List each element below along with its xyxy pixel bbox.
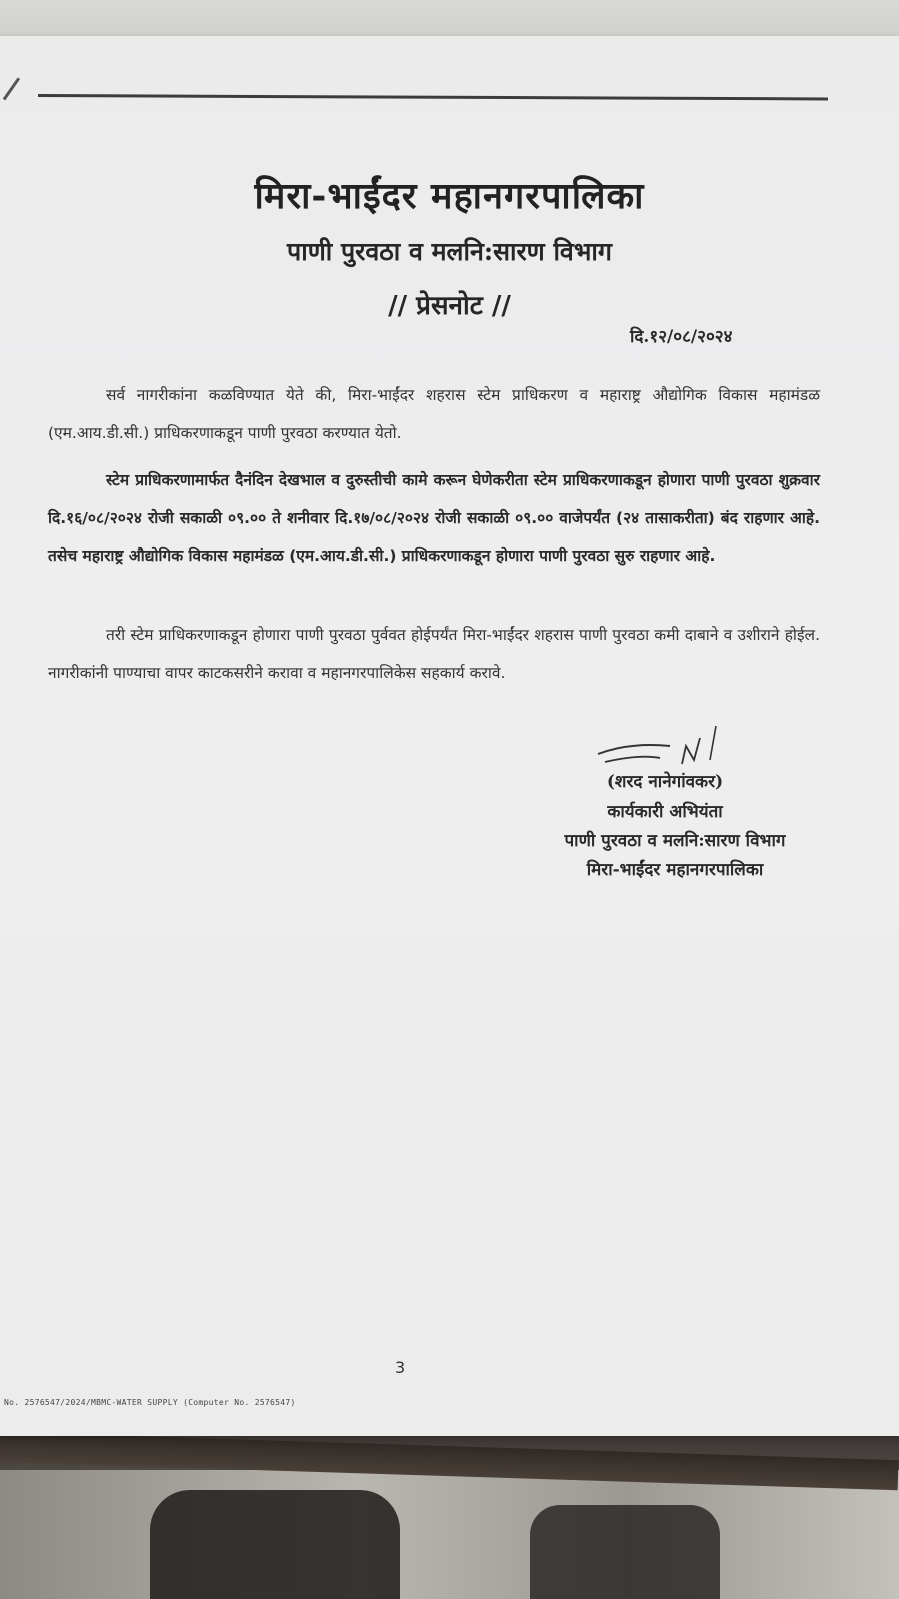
paragraph-3 (48, 616, 820, 692)
document-page (0, 36, 899, 1436)
signatory-name: (शरद नानेगांवकर) (606, 772, 724, 792)
organization-title: मिरा-भाईंदर महानगरपालिका (254, 175, 645, 217)
signatory-designation: कार्यकारी अभियंता (607, 802, 723, 822)
signature-scribble (590, 724, 730, 772)
document-date: दि.१२/०८/२०२४ (630, 327, 733, 347)
signatory-organization: मिरा-भाईंदर महानगरपालिका (586, 860, 764, 880)
paragraph-3-text: तरी स्टेम प्राधिकरणाकडून होणारा पाणी पुरवठा पुर्ववत होईपर्यंत मिरा-भाईंदर शहरास पाणी पुरवठा कमी दाबाने व उशीराने होईल. नागरीकांनी पाण्याचा वापर काटकसरीने करावा व महानगरपालिकेस सहकार्य करावे. (48, 626, 820, 682)
page-number: 3 (395, 1358, 406, 1377)
press-note-heading: // प्रेसनोट // (388, 291, 511, 321)
header-rule (38, 94, 828, 100)
background-wall (0, 0, 899, 40)
paragraph-2 (48, 461, 820, 575)
paragraph-1-text: सर्व नागरीकांना कळविण्यात येते की, मिरा-भाईंदर शहरास स्टेम प्राधिकरण व महाराष्ट्र औद्योगिक विकास महामंडळ (एम.आय.डी.सी.) प्राधिकरणाकडून पाणी पुरवठा करण्यात येतो. (48, 386, 820, 442)
background-floor (0, 1470, 899, 1599)
signatory-department: पाणी पुरवठा व मलनि:सारण विभाग (564, 831, 786, 851)
footer-reference: No. 2576547/2024/MBMC-WATER SUPPLY (Computer No. 2576547) (4, 1398, 296, 1407)
background-shadow (150, 1490, 400, 1599)
background-shadow-right (530, 1505, 720, 1599)
paragraph-1 (48, 376, 820, 452)
department-subtitle: पाणी पुरवठा व मलनि:सारण विभाग (287, 237, 612, 266)
paragraph-2-text: स्टेम प्राधिकरणामार्फत दैनंदिन देखभाल व दुरुस्तीची कामे करून घेणेकरीता स्टेम प्राधिकरणाकडून होणारा पाणी पुरवठा शुक्रवार दि.१६/०८/२०२४ रोजी सकाळी ०९.०० ते शनीवार दि.१७/०८/२०२४ रोजी सकाळी ०९.०० वाजेपर्यंत (२४ तासाकरीता) बंद राहणार आहे. तसेच महाराष्ट्र औद्योगिक विकास महामंडळ (एम.आय.डी.सी.) प्राधिकरणाकडून होणारा पाणी पुरवठा सुरु राहणार आहे. (48, 471, 820, 565)
corner-mark (3, 77, 20, 100)
